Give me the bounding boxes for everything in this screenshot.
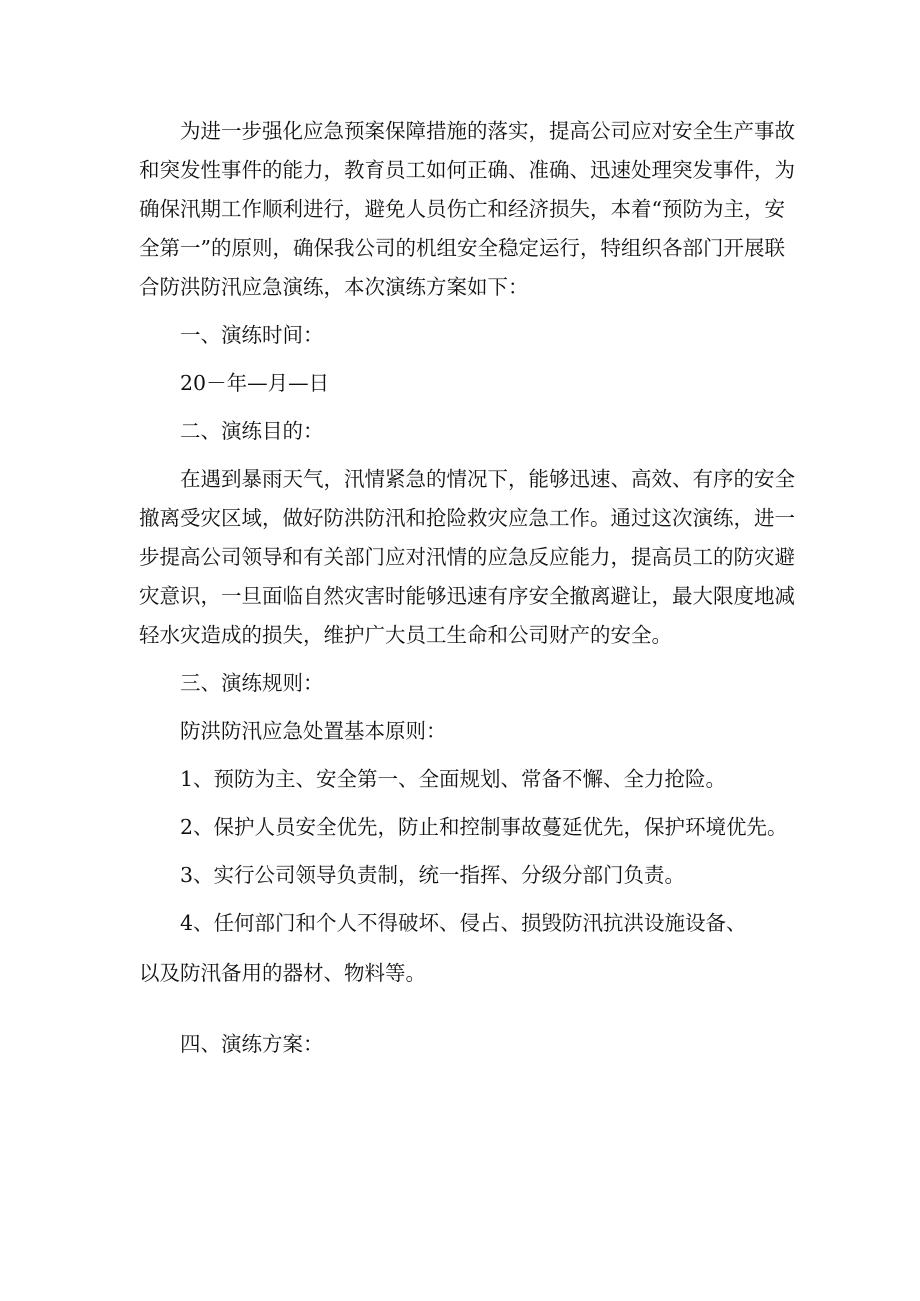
section4-heading: 四、演练方案： (180, 1032, 324, 1056)
intro-line-4: 全第一”的原则，确保我公司的机组安全稳定运行，特组织各部门开展联 (139, 236, 785, 260)
principle-item-3: 3、实行公司领导负责制，统一指挥、分级分部门负责。 (180, 863, 686, 887)
principles-subheading: 防洪防汛应急处置基本原则： (180, 719, 447, 743)
purpose-paragraph (139, 460, 795, 655)
intro-line-1: 为进一步强化应急预案保障措施的落实，提高公司应对安全生产事故 (180, 119, 795, 143)
purpose-line-4: 灾意识，一旦面临自然灾害时能够迅速有序安全撤离避让，最大限度地减 (139, 584, 795, 608)
section3-heading: 三、演练规则： (180, 671, 324, 695)
section1-heading: 一、演练时间： (180, 323, 324, 347)
document-body (139, 112, 795, 1064)
principle-item-2: 2、保护人员安全优先，防止和控制事故蔓延优先，保护环境优先。 (180, 815, 788, 839)
intro-line-2: 和突发性事件的能力，教育员工如何正确、准确、迅速处理突发事件，为 (139, 158, 795, 182)
intro-paragraph (139, 112, 795, 307)
principle-item-1: 1、预防为主、安全第一、全面规划、常备不懈、全力抢险。 (180, 767, 727, 791)
purpose-line-2: 撤离受灾区域，做好防洪防汛和抢险救灾应急工作。通过这次演练，进一 (139, 506, 795, 530)
principle-item-4: 4、任何部门和个人不得破坏、侵占、损毁防汛抗洪设施设备、 (180, 911, 747, 935)
intro-line-5: 合防洪防汛应急演练，本次演练方案如下： (139, 275, 529, 299)
drill-date: 20－年—月—日 (180, 371, 330, 395)
section2-heading: 二、演练目的： (180, 419, 324, 443)
principle-item-4-continuation: 以及防汛备用的器材、物料等。 (139, 961, 426, 985)
purpose-line-1: 在遇到暴雨天气，汛情紧急的情况下，能够迅速、高效、有序的安全 (180, 467, 795, 491)
intro-line-3: 确保汛期工作顺利进行，避免人员伤亡和经济损失，本着“预防为主，安 (139, 197, 785, 221)
purpose-line-5: 轻水灾造成的损失，维护广大员工生命和公司财产的安全。 (139, 623, 672, 647)
purpose-line-3: 步提高公司领导和有关部门应对汛情的应急反应能力，提高员工的防灾避 (139, 545, 795, 569)
